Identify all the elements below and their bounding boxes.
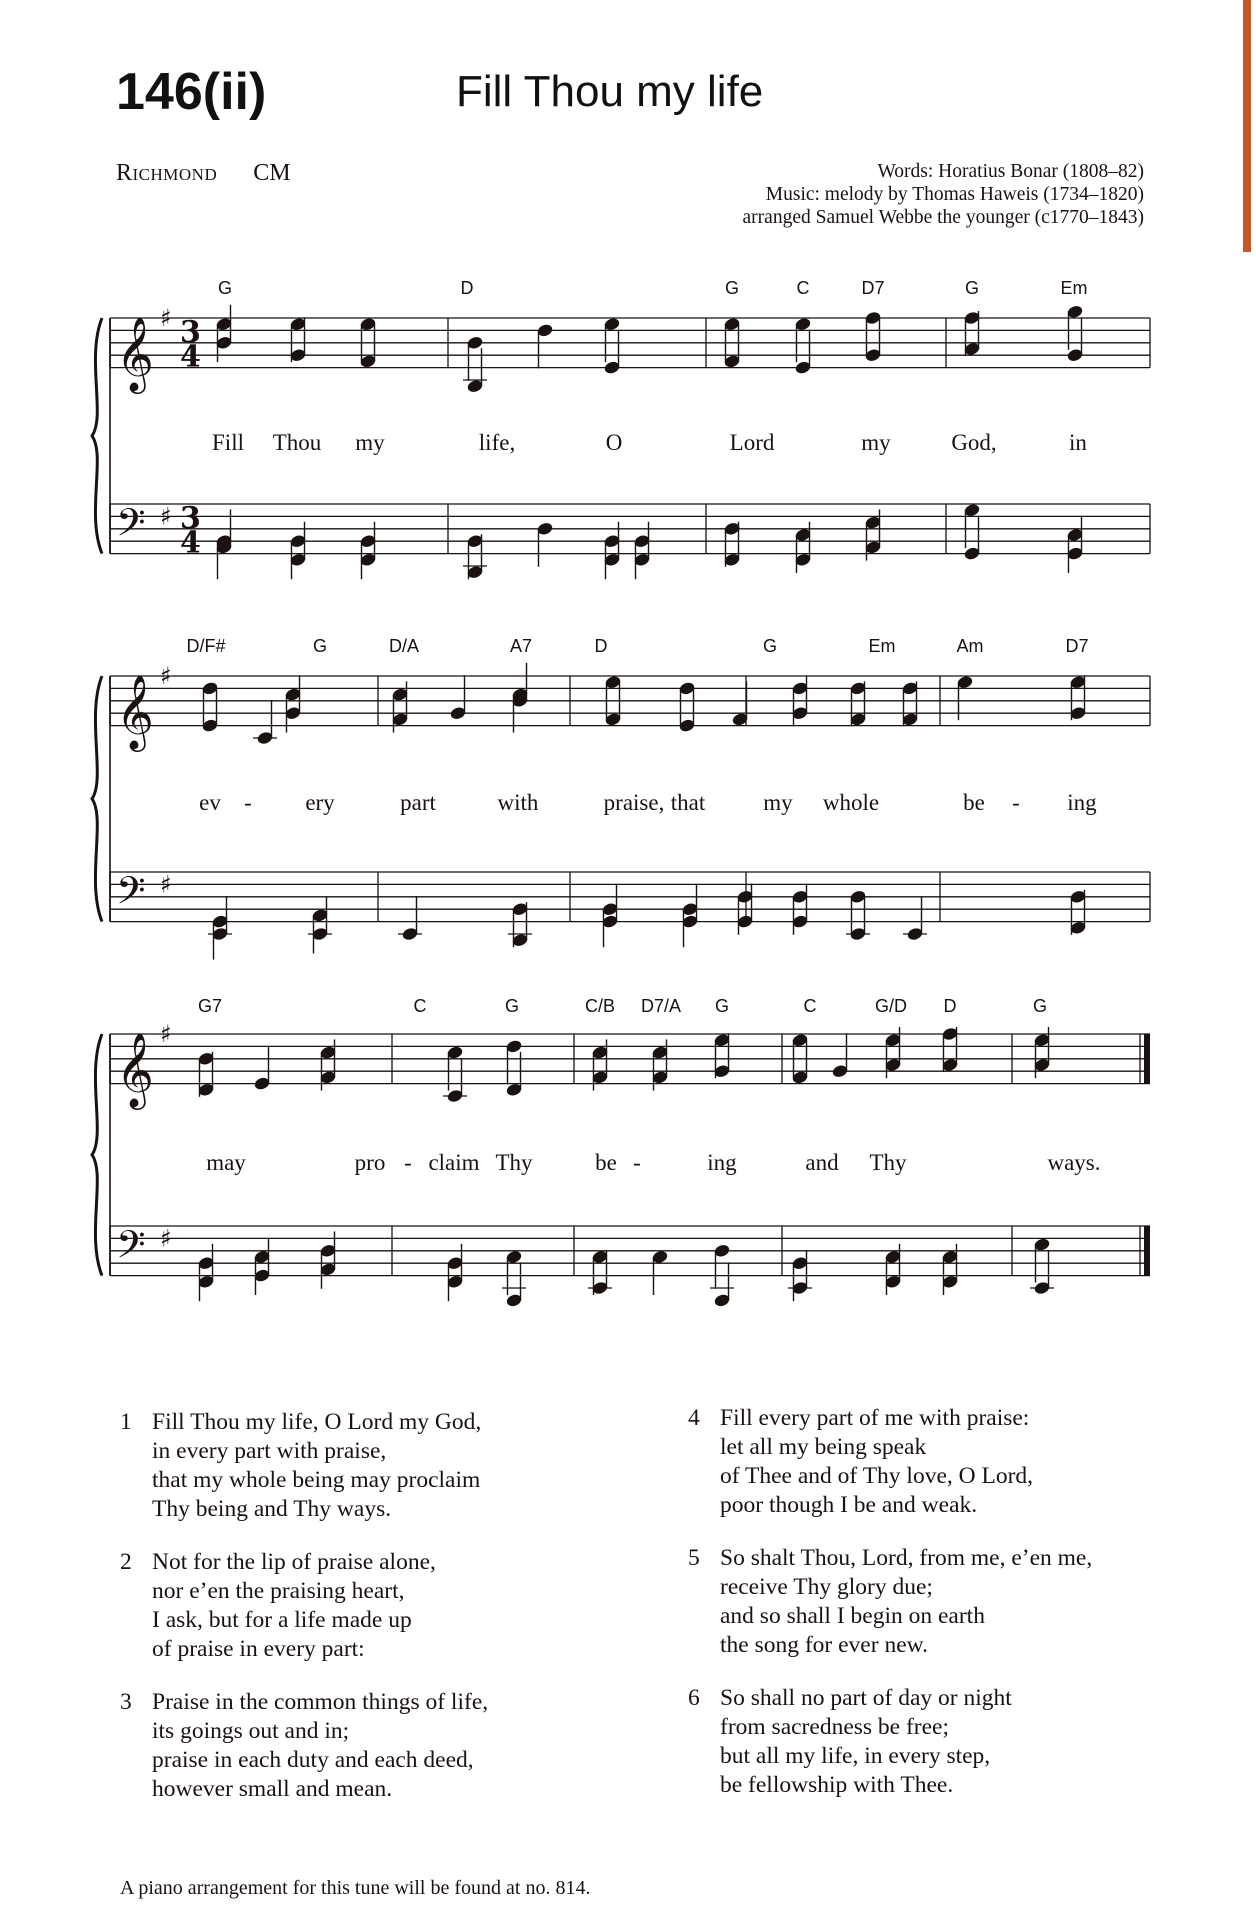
chord-symbol: G xyxy=(504,996,520,1016)
lyric-syllable: that xyxy=(670,790,706,815)
chord-symbol: G xyxy=(312,636,328,656)
verse-4 xyxy=(688,1404,1158,1520)
verse-line: Not for the lip of praise alone, xyxy=(152,1549,436,1575)
credit-arrangement: arranged Samuel Webbe the younger (c1770–1843) xyxy=(742,207,1144,228)
verse-line: Fill every part of me with praise: xyxy=(720,1405,1030,1431)
hymn-title: Fill Thou my life xyxy=(456,67,764,116)
verse-line: in every part with praise, xyxy=(152,1438,387,1464)
verse-line: So shall no part of day or night xyxy=(720,1685,1012,1711)
credit-music: Music: melody by Thomas Haweis (1734–1820) xyxy=(765,184,1144,205)
verse-line: Fill Thou my life, O Lord my God, xyxy=(152,1409,482,1435)
verse-5 xyxy=(688,1544,1158,1660)
lyric-syllable: Thy xyxy=(495,1150,533,1175)
verse-line: however small and mean. xyxy=(152,1776,393,1802)
verse-number: 6 xyxy=(688,1685,700,1711)
verse-line: that my whole being may proclaim xyxy=(152,1467,481,1493)
lyric-syllable: ways. xyxy=(1047,1150,1101,1175)
treble-clef-icon: 𝄞 xyxy=(116,1033,154,1108)
key-sharp-icon: ♯ xyxy=(160,870,172,899)
hymn-credits xyxy=(743,160,1144,229)
bass-staff xyxy=(110,1222,1150,1276)
verse-6 xyxy=(688,1684,1158,1800)
time-sig-numerator: 3 xyxy=(180,500,201,536)
final-barline-thick xyxy=(1144,1226,1150,1276)
lyric-syllable: ery xyxy=(305,790,335,815)
lyric-syllable: claim xyxy=(428,1150,480,1175)
bass-clef-icon: 𝄢 xyxy=(116,1222,146,1277)
chord-symbol: G xyxy=(217,278,233,298)
chord-symbol: G/D xyxy=(874,996,908,1016)
lyric-syllable: God, xyxy=(951,430,997,455)
lyric-syllable: Fill xyxy=(212,430,244,455)
verse-number: 4 xyxy=(688,1405,700,1431)
lyric-syllable: - xyxy=(244,790,252,815)
lyric-syllable: and xyxy=(805,1150,839,1175)
chord-symbol: C/B xyxy=(584,996,616,1016)
lyric-syllable: ev xyxy=(199,790,221,815)
bass-clef-icon: 𝄢 xyxy=(116,868,146,923)
verse-line: nor e’en the praising heart, xyxy=(152,1578,405,1604)
chord-symbol: D xyxy=(943,996,957,1016)
lyric-syllable: praise, xyxy=(603,790,665,815)
lyric-syllable: be xyxy=(595,1150,617,1175)
chord-symbol: C xyxy=(796,278,810,298)
lyric-syllable: Lord xyxy=(729,430,775,455)
verse-number: 2 xyxy=(120,1549,132,1575)
lyric-syllable: whole xyxy=(822,790,880,815)
chord-symbol: D/F# xyxy=(186,636,226,656)
system-brace xyxy=(92,1034,102,1276)
verse-line: I ask, but for a life made up xyxy=(152,1607,412,1633)
verse-line: praise in each duty and each deed, xyxy=(152,1747,474,1773)
chord-symbol: D xyxy=(460,278,474,298)
key-sharp-icon: ♯ xyxy=(160,1020,172,1048)
chord-symbol: G xyxy=(762,636,778,656)
lyric-syllable: my xyxy=(763,790,793,815)
lyric-syllable: - xyxy=(1012,790,1020,815)
bass-staff xyxy=(110,868,1150,922)
verse-line: Praise in the common things of life, xyxy=(152,1689,489,1715)
verse-line: from sacredness be free; xyxy=(720,1714,950,1740)
chord-symbol: D7/A xyxy=(640,996,682,1016)
lyric-syllable: ing xyxy=(1067,790,1097,815)
verse-line: receive Thy glory due; xyxy=(720,1574,933,1600)
verse-line: Thy being and Thy ways. xyxy=(152,1496,392,1522)
key-sharp-icon: ♯ xyxy=(160,502,172,531)
verse-line: of praise in every part: xyxy=(152,1636,365,1662)
lyric-syllable: Thou xyxy=(272,430,322,455)
lyric-syllable: life, xyxy=(478,430,516,455)
treble-clef-icon: 𝄞 xyxy=(116,675,154,750)
chord-symbol: G xyxy=(964,278,980,298)
time-sig-numerator: 3 xyxy=(180,314,201,350)
chord-symbol: Em xyxy=(1060,278,1088,298)
treble-staff xyxy=(110,1020,1150,1111)
page-edge-strip xyxy=(1243,0,1251,252)
verse-number: 3 xyxy=(120,1689,132,1715)
verse-2 xyxy=(120,1548,590,1664)
key-sharp-icon: ♯ xyxy=(160,304,172,332)
chord-symbol: C xyxy=(803,996,817,1016)
verse-line: but all my life, in every step, xyxy=(720,1743,991,1769)
chord-symbol: Am xyxy=(956,636,984,656)
chord-symbol: D7 xyxy=(1065,636,1089,656)
tune-info xyxy=(116,160,291,187)
verse-line: and so shall I begin on earth xyxy=(720,1603,985,1629)
verse-line: its goings out and in; xyxy=(152,1718,350,1744)
lyric-syllable: O xyxy=(605,430,623,455)
lyric-syllable: - xyxy=(404,1150,412,1175)
lyric-syllable: be xyxy=(963,790,985,815)
lyric-syllable: my xyxy=(355,430,385,455)
chord-symbol: Em xyxy=(868,636,896,656)
verse-1 xyxy=(120,1408,590,1524)
verse-3 xyxy=(120,1688,590,1804)
verse-line: poor though I be and weak. xyxy=(720,1492,978,1518)
chord-symbol: G7 xyxy=(197,996,223,1016)
chord-symbol: C xyxy=(413,996,427,1016)
chord-symbol: D7 xyxy=(861,278,885,298)
lyric-syllable: with xyxy=(497,790,539,815)
treble-staff xyxy=(110,304,1150,395)
lyric-syllable: - xyxy=(633,1150,641,1175)
time-sig-denominator: 4 xyxy=(180,525,201,561)
bass-clef-icon: 𝄢 xyxy=(116,500,146,555)
lyric-syllable: in xyxy=(1069,430,1087,455)
verse-number: 5 xyxy=(688,1545,700,1571)
footnote: A piano arrangement for this tune will be found at no. 814. xyxy=(120,1877,591,1899)
time-sig-denominator: 4 xyxy=(180,339,201,375)
verse-line: let all my being speak xyxy=(720,1434,927,1460)
chord-symbol: G xyxy=(724,278,740,298)
lyric-syllable: Thy xyxy=(869,1150,907,1175)
key-sharp-icon: ♯ xyxy=(160,662,172,690)
verse-line: the song for ever new. xyxy=(720,1632,928,1658)
chord-symbol: G xyxy=(714,996,730,1016)
system-brace xyxy=(92,676,102,922)
tune-meter: CM xyxy=(253,160,291,186)
system-brace xyxy=(92,318,102,554)
hymn-number: 146(ii) xyxy=(116,63,267,121)
verse-number: 1 xyxy=(120,1409,132,1435)
final-barline-thick xyxy=(1144,1034,1150,1084)
key-sharp-icon: ♯ xyxy=(160,1224,172,1253)
bass-staff xyxy=(110,500,1150,560)
lyric-syllable: part xyxy=(400,790,436,815)
verse-line: be fellowship with Thee. xyxy=(720,1772,954,1798)
treble-clef-icon: 𝄞 xyxy=(116,317,154,392)
credit-words: Words: Horatius Bonar (1808–82) xyxy=(877,161,1144,182)
verses xyxy=(120,1405,1160,1828)
tune-name: Richmond xyxy=(116,160,218,186)
lyric-syllable: may xyxy=(206,1150,246,1175)
lyric-syllable: ing xyxy=(707,1150,737,1175)
lyric-syllable: pro xyxy=(354,1150,386,1175)
verse-line: So shalt Thou, Lord, from me, e’en me, xyxy=(720,1545,1093,1571)
verse-line: of Thee and of Thy love, O Lord, xyxy=(720,1463,1034,1489)
lyric-syllable: my xyxy=(861,430,891,455)
chord-symbol: D xyxy=(594,636,608,656)
chord-symbol: G xyxy=(1032,996,1048,1016)
music-score xyxy=(0,270,1256,1330)
chord-symbol: D/A xyxy=(388,636,420,656)
chord-symbol: A7 xyxy=(509,636,533,656)
